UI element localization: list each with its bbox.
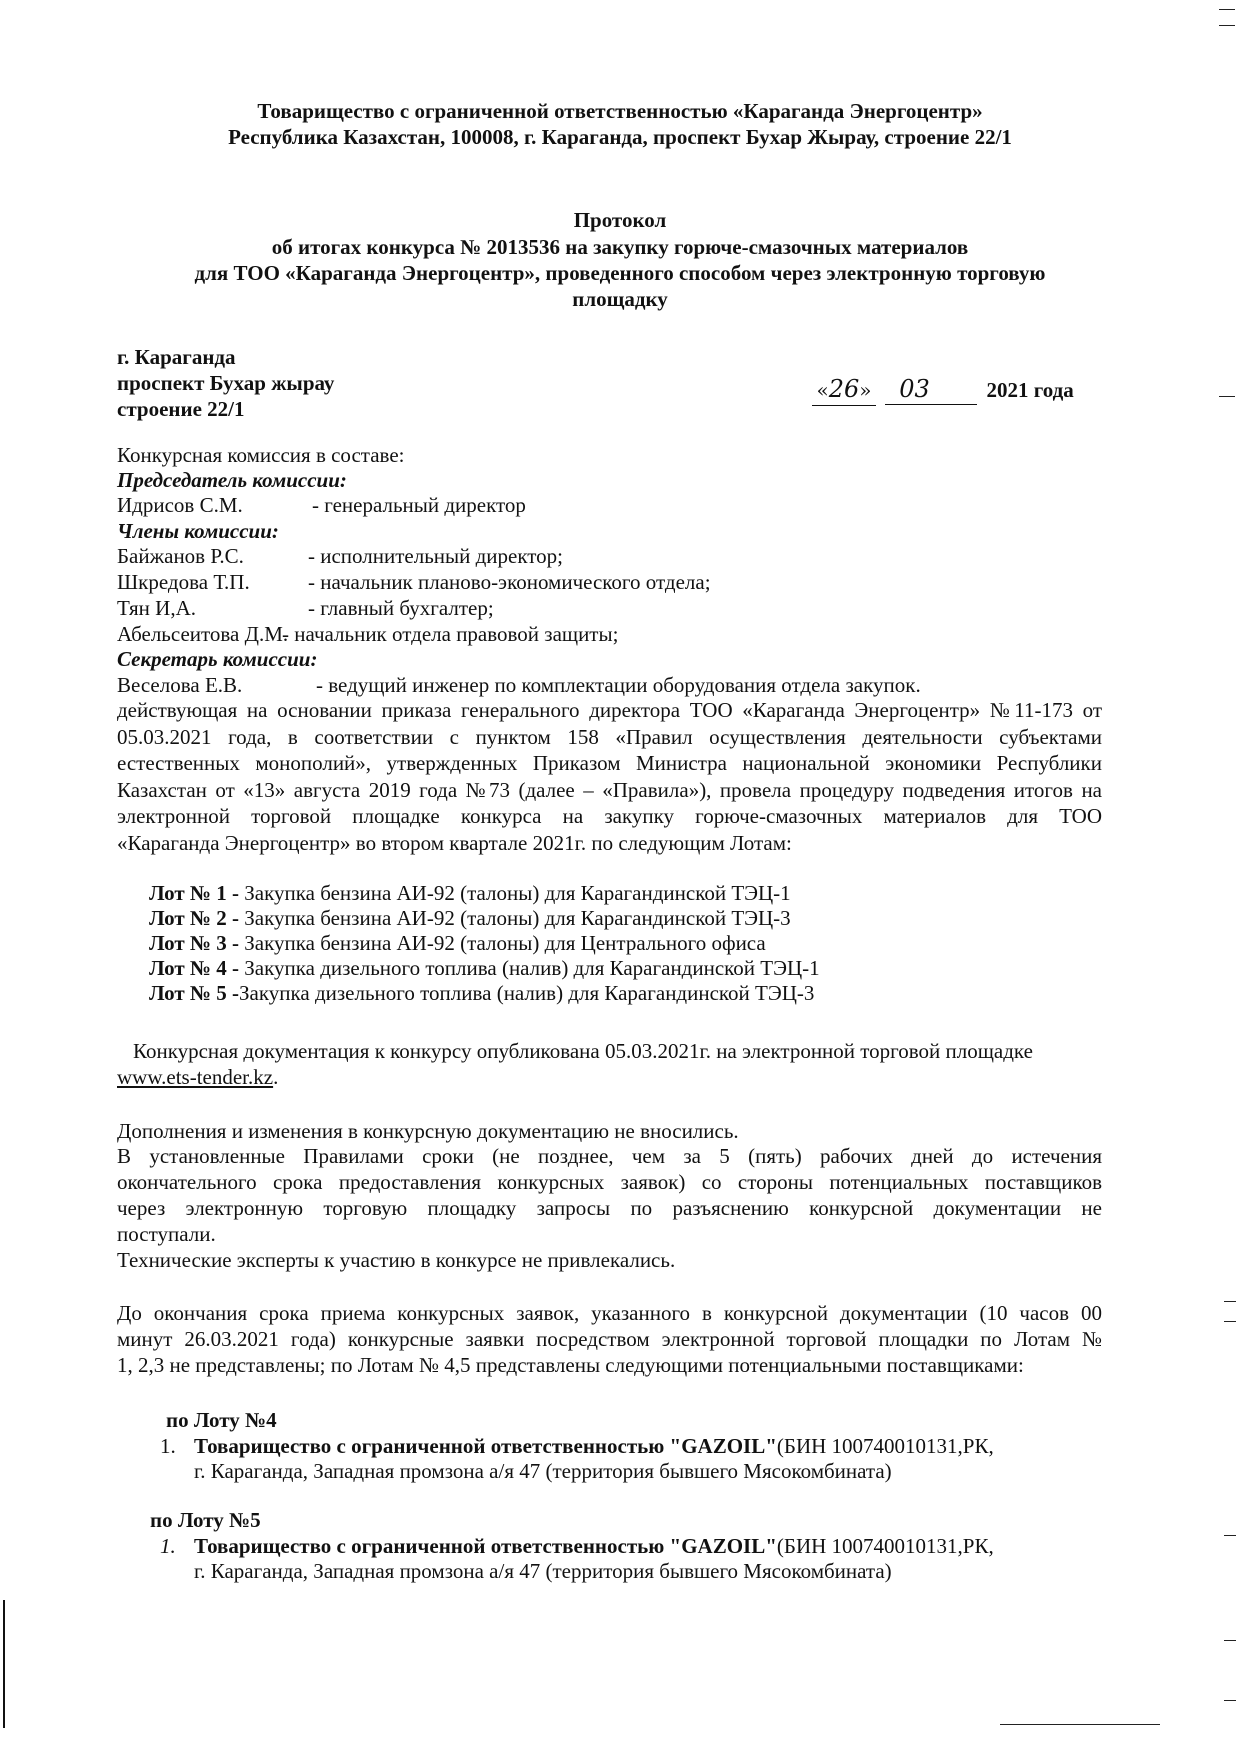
bids-paragraph	[117, 1300, 1102, 1378]
organization-name: Товарищество с ограниченной ответственностью «Караганда Энергоцентр»	[257, 99, 983, 123]
paragraph-line: 1, 2,3 не представлены; по Лотам № 4,5 представлены следующими потенциальными поставщиками:	[117, 1353, 1024, 1377]
date-year: 2021 года	[986, 378, 1074, 402]
publication-text: Конкурсная документация к конкурсу опубликована 05.03.2021г. на электронной торговой площадке	[133, 1039, 1033, 1063]
lot-item	[149, 980, 814, 1006]
experts-text: Технические эксперты к участию в конкурсе не привлекались.	[117, 1248, 676, 1272]
secretary-name: Веселова Е.В.	[117, 673, 243, 697]
date-day: «26»	[812, 374, 876, 406]
lot-description: Закупка дизельного топлива (налив) для Карагандинской ТЭЦ-1	[239, 956, 820, 980]
ets-tender-link[interactable]: www.ets-tender.kz	[117, 1065, 274, 1089]
member-role: - главный бухгалтер;	[308, 596, 494, 620]
lot-description: Закупка бензина АИ-92 (талоны) для Карагандинской ТЭЦ-3	[239, 906, 791, 930]
member-role: - исполнительный директор;	[308, 544, 564, 568]
member-name: Шкредова Т.П.	[117, 570, 250, 594]
scan-margin-mark	[1219, 396, 1235, 397]
lot-description: Закупка бензина АИ-92 (талоны) для Карагандинской ТЭЦ-1	[239, 881, 791, 905]
supplier-details: (БИН 100740010131,РК,	[776, 1534, 994, 1558]
chair-label: Председатель комиссии:	[117, 468, 347, 492]
secretary-role: - ведущий инженер по комплектации оборудования отдела закупок.	[316, 673, 921, 697]
supplier-address: г. Караганда, Западная промзона а/я 47 (территория бывшего Мясокомбината)	[194, 1459, 892, 1483]
paragraph-line: «Караганда Энергоцентр» во втором квартале 2021г. по следующим Лотам:	[117, 830, 792, 855]
place-city: г. Караганда	[117, 345, 236, 369]
chair-role: - генеральный директор	[312, 493, 526, 517]
paragraph-line: действующая на основании приказа генерального директора ТОО «Караганда Энергоцентр» №11-173 от	[117, 698, 1102, 722]
scan-margin-mark	[1224, 1535, 1236, 1536]
scan-margin-mark	[1219, 9, 1235, 10]
scan-margin-mark	[1224, 1640, 1236, 1641]
supplier-item	[160, 1433, 994, 1459]
paragraph-line: Казахстан от «13» августа 2019 года №73 (далее – «Правила»), провела процедуру подведения итогов на	[117, 777, 1102, 802]
supplier-name: Товарищество с ограниченной ответственностью "GAZOIL"	[194, 1434, 777, 1458]
member-name: Байжанов Р.С.	[117, 544, 244, 568]
scan-margin-mark	[1224, 1301, 1236, 1302]
scan-margin-mark	[1224, 1700, 1236, 1701]
lot-label: Лот № 1 -	[149, 881, 240, 905]
paragraph-line: окончательного срока предоставления конкурсных заявок) со стороны потенциальных поставщиков	[117, 1170, 1102, 1194]
scan-margin-mark	[1224, 1321, 1236, 1322]
supplier-name: Товарищество с ограниченной ответственностью "GAZOIL"	[194, 1534, 777, 1558]
lot-description: Закупка дизельного топлива (налив) для Карагандинской ТЭЦ-3	[239, 981, 815, 1005]
organization-address: Республика Казахстан, 100008, г. Караганда, проспект Бухар Жырау, строение 22/1	[228, 125, 1012, 149]
supplier-number: 1.	[160, 1534, 176, 1558]
commission-intro: Конкурсная комиссия в составе:	[117, 443, 405, 467]
lot-4-heading: по Лоту №4	[166, 1408, 277, 1432]
publication-link-line: www.ets-tender.kz.	[117, 1065, 279, 1089]
paragraph-line: минут 26.03.2021 года) конкурсные заявки посредством электронной торговой площадки по Лотам №	[117, 1327, 1102, 1351]
lot-label: Лот № 5 -	[149, 981, 240, 1005]
lot-5-heading: по Лоту №5	[150, 1508, 261, 1532]
member-name: Абельсеитова Д.М.	[117, 622, 289, 646]
member-name: Тян И,А.	[117, 596, 197, 620]
place-street: проспект Бухар жырау	[117, 371, 335, 395]
amendments-text: Дополнения и изменения в конкурсную документацию не вносились.	[117, 1119, 739, 1143]
supplier-address: г. Караганда, Западная промзона а/я 47 (территория бывшего Мясокомбината)	[194, 1559, 892, 1583]
paragraph-line: В установленные Правилами сроки (не позднее, чем за 5 (пять) рабочих дней до истечения	[117, 1144, 1102, 1168]
lot-item	[149, 905, 791, 931]
scan-margin-mark	[1000, 1724, 1160, 1725]
paragraph-line: поступали.	[117, 1222, 216, 1246]
document-subtitle-line-2: для ТОО «Караганда Энергоцентр», проведенного способом через электронную торговую	[194, 261, 1046, 285]
basis-paragraph	[117, 697, 1102, 857]
secretary-label: Секретарь комиссии:	[117, 647, 318, 671]
lot-label: Лот № 3 -	[149, 931, 240, 955]
document-subtitle-line-1: об итогах конкурса № 2013536 на закупку горюче-смазочных материалов	[271, 235, 969, 259]
members-label: Члены комиссии:	[117, 519, 279, 543]
lot-item	[149, 955, 820, 981]
member-role: - начальник отдела правовой защиты;	[282, 622, 619, 646]
document-date	[812, 374, 1074, 406]
document-title: Протокол	[573, 208, 667, 232]
paragraph-line: электронной торговой площадке конкурса на закупку горюче-смазочных материалов для ТОО	[117, 804, 1102, 829]
scan-margin-mark	[1219, 25, 1235, 26]
paragraph-line: через электронную торговую площадку запросы по разъяснению конкурсной документации не	[117, 1196, 1102, 1220]
lot-label: Лот № 2 -	[149, 906, 240, 930]
supplier-item	[160, 1533, 994, 1559]
lot-label: Лот № 4 -	[149, 956, 240, 980]
paragraph-line: 05.03.2021 года, в соответствии с пунктом 158 «Правил осуществления деятельности субъектами	[117, 724, 1102, 749]
chair-name: Идрисов С.М.	[117, 493, 243, 517]
supplier-number: 1.	[160, 1434, 176, 1458]
date-month: 03	[885, 374, 977, 405]
lot-item	[149, 930, 766, 956]
lot-description: Закупка бензина АИ-92 (талоны) для Центрального офиса	[239, 931, 766, 955]
clarifications-paragraph	[117, 1143, 1102, 1247]
supplier-details: (БИН 100740010131,РК,	[776, 1434, 994, 1458]
member-role: - начальник планово-экономического отдела;	[308, 570, 711, 594]
lot-item	[149, 880, 791, 906]
place-building: строение 22/1	[117, 397, 245, 421]
document-subtitle-line-3: площадку	[572, 287, 668, 311]
paragraph-line: До окончания срока приема конкурсных заявок, указанного в конкурсной документации (10 часов 00	[117, 1301, 1102, 1325]
scan-edge-line	[3, 1600, 5, 1728]
paragraph-line: естественных монополий», утвержденных Приказом Министра национальной экономики Республики	[117, 751, 1102, 776]
